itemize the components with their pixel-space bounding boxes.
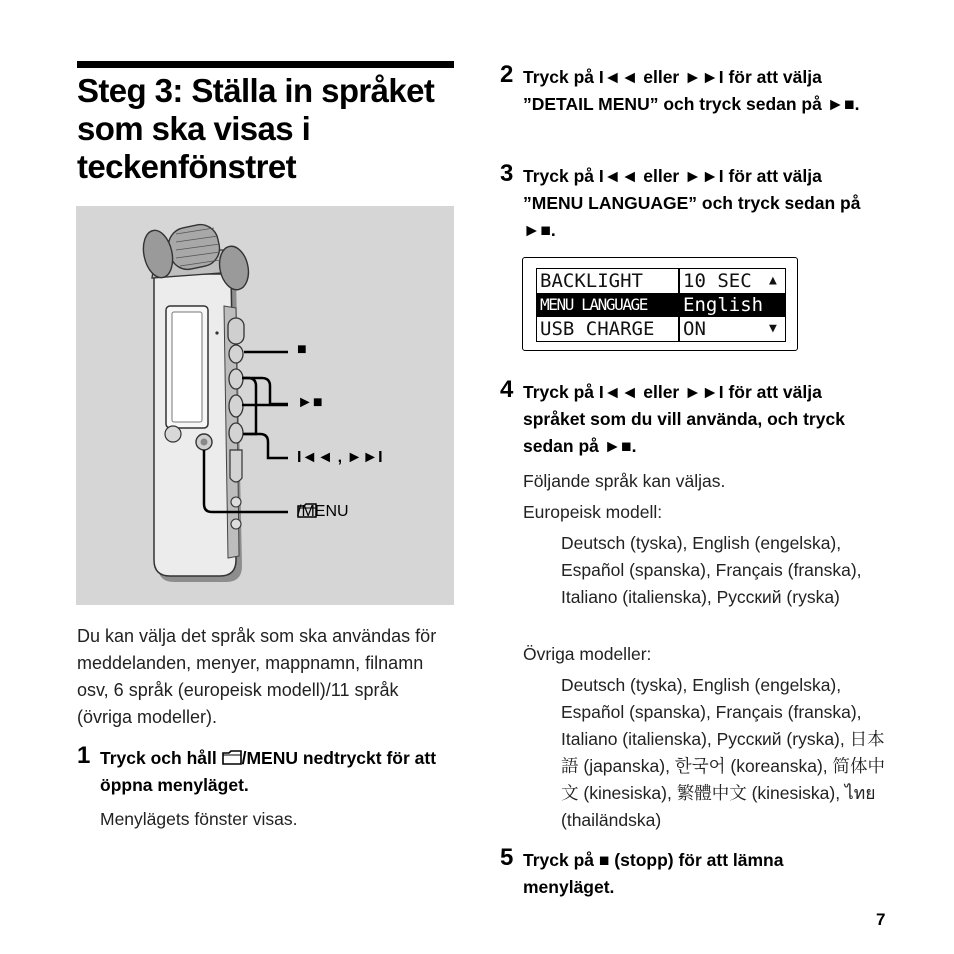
lcd-separator	[678, 269, 680, 341]
title-rule	[77, 61, 454, 68]
lcd-menu	[536, 268, 786, 342]
intro-paragraph: Du kan välja det språk som ska användas för meddelanden, menyer, mappnamn, filnamn osv, 6 språk (europeisk modell)/11 språk (övriga modeller).	[77, 626, 437, 727]
lcd-display	[522, 257, 798, 351]
callout-menu	[297, 503, 349, 521]
lcd-row-menu-language	[537, 293, 785, 317]
callout-stop: ■	[297, 341, 307, 358]
voice-recorder-illustration	[76, 206, 454, 605]
step-number: 1	[77, 742, 91, 769]
euro-languages: Deutsch (tyska), English (engelska), Español (spanska), Français (franska), Italiano (italienska), Русский (ryska)	[561, 533, 862, 607]
step-number: 3	[500, 160, 514, 187]
callout-menu-label: /MENU	[297, 503, 349, 520]
languages-intro: Följande språk kan väljas.	[523, 471, 726, 491]
other-model-label: Övriga modeller:	[523, 644, 652, 664]
folder-icon	[297, 503, 317, 518]
page-title: Steg 3: Ställa in språket som ska visas i teckenfönstret	[77, 72, 435, 185]
other-languages: Deutsch (tyska), English (engelska), Español (spanska), Français (franska), Italiano (italienska), Русский (ryska), 日本語 (japanska), 한국어 (koreanska), 简体中文 (kinesiska), 繁體中文 (kinesiska), ไทย (thailändska)	[561, 675, 885, 830]
callout-skip: I◄◄ , ►►I	[297, 449, 383, 466]
step-text-part-a: Tryck och håll	[100, 748, 222, 768]
step-instruction	[100, 745, 456, 799]
folder-icon	[222, 750, 242, 765]
step-text-part-b: /MENU nedtryckt för att öppna menyläget.	[100, 748, 437, 795]
step-number: 2	[500, 61, 514, 88]
step-number: 4	[500, 376, 514, 403]
euro-model-label: Europeisk modell:	[523, 502, 663, 522]
device-figure	[76, 206, 454, 605]
lcd-label-selected: MENU LANGUAGE	[537, 293, 678, 317]
page-number: 7	[876, 910, 886, 929]
lcd-value: ON	[683, 318, 706, 340]
lcd-row-backlight	[537, 269, 785, 293]
callout-play-stop: ►■	[297, 394, 323, 411]
step-instruction: Tryck på I◄◄ eller ►►I för att välja ”DETAIL MENU” och tryck sedan på ►■.	[523, 67, 860, 114]
lcd-label: USB CHARGE	[540, 318, 655, 340]
lcd-label: BACKLIGHT	[540, 270, 643, 292]
step-instruction: Tryck på I◄◄ eller ►►I för att välja ”MENU LANGUAGE” och tryck sedan på ►■.	[523, 166, 861, 240]
step-number: 5	[500, 844, 514, 871]
lcd-value: 10 SEC	[683, 270, 752, 292]
lcd-value-selected: English	[680, 293, 785, 317]
lcd-row-usb-charge	[537, 317, 785, 341]
scroll-up-icon: ▲	[769, 273, 777, 288]
scroll-down-icon: ▼	[769, 321, 777, 336]
step-note: Menylägets fönster visas.	[100, 809, 298, 829]
step-instruction: Tryck på ■ (stopp) för att lämna menyläget.	[523, 850, 784, 897]
step-instruction: Tryck på I◄◄ eller ►►I för att välja språket som du vill använda, och tryck sedan på ►■.	[523, 382, 845, 456]
